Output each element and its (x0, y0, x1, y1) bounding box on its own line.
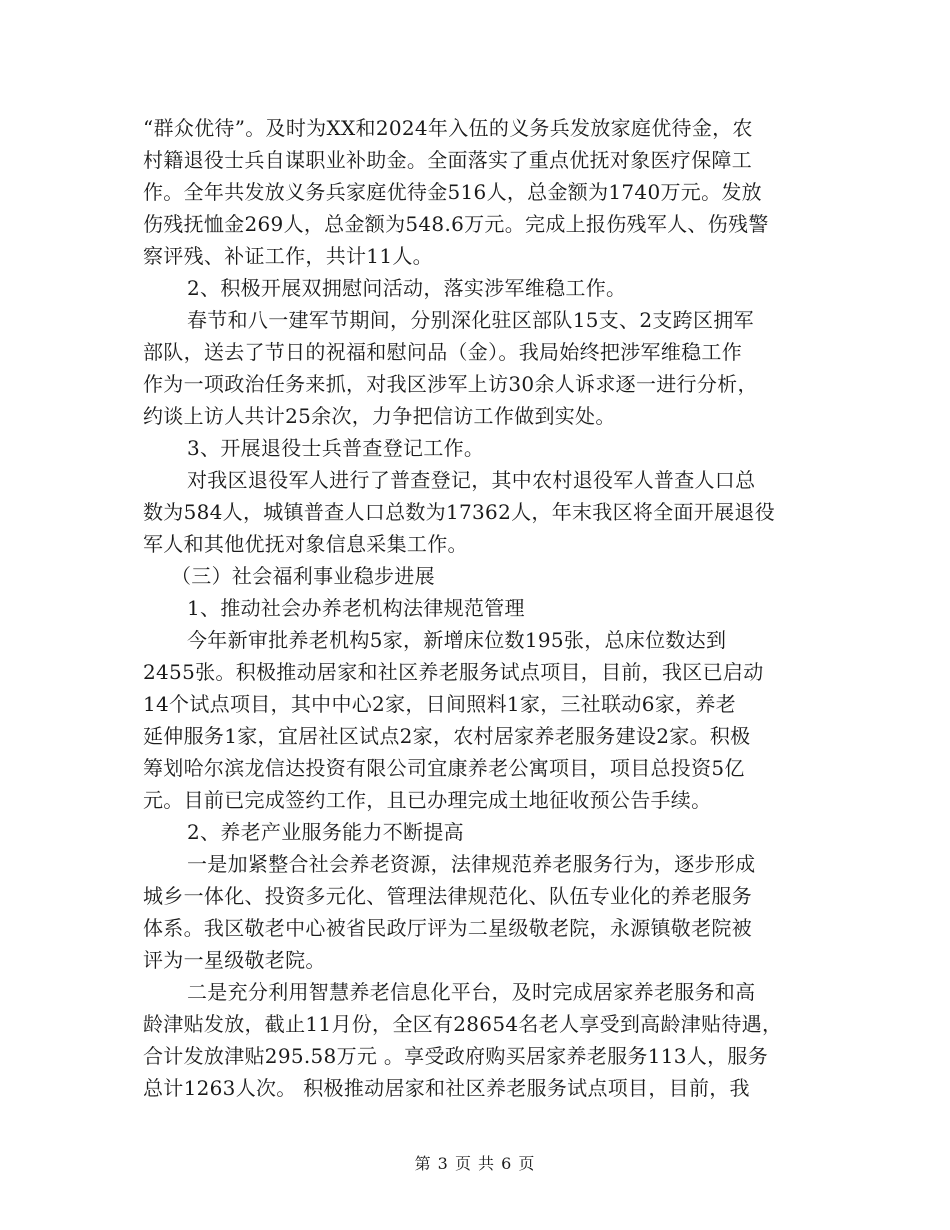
text-line: 合计发放津贴295.58万元 。享受政府购买居家养老服务113人，服务 (143, 1044, 769, 1068)
text-line: 元。目前已完成签约工作，且已办理完成土地征收预公告手续。 (143, 788, 712, 812)
text-line: 对我区退役军人进行了普查登记，其中农村退役军人普查人口总 (187, 468, 756, 492)
text-line: 今年新审批养老机构5家，新增床位数195张，总床位数达到 (187, 628, 727, 652)
page-number-footer: 第 3 页 共 6 页 (414, 1154, 536, 1173)
section-heading: 2、养老产业服务能力不断提高 (187, 820, 464, 844)
section-heading: 1、推动社会办养老机构法律规范管理 (187, 596, 525, 620)
text-line: 部队，送去了节日的祝福和慰问品（金）。我局始终把涉军维稳工作 (143, 340, 742, 364)
text-line: 筹划哈尔滨龙信达投资有限公司宜康养老公寓项目，项目总投资5亿 (143, 756, 745, 780)
section-heading: 2、积极开展双拥慰问活动，落实涉军维稳工作。 (187, 276, 627, 300)
text-line: 数为584人，城镇普查人口总数为17362人，年末我区将全面开展退役 (143, 500, 775, 524)
text-line: 春节和八一建军节期间，分别深化驻区部队15支、2支跨区拥军 (187, 308, 754, 332)
text-line: 约谈上访人共计25余次，力争把信访工作做到实处。 (143, 404, 616, 428)
text-line: 体系。我区敬老中心被省民政厅评为二星级敬老院，永源镇敬老院被 (143, 916, 752, 940)
text-line: 二是充分利用智慧养老信息化平台，及时完成居家养老服务和高 (187, 980, 756, 1004)
text-line: 作。全年共发放义务兵家庭优待金516人，总金额为1740万元。发放 (143, 180, 762, 204)
text-line: “群众优待”。及时为XX和2024年入伍的义务兵发放家庭优待金，农 (143, 116, 753, 140)
text-line: 14个试点项目，其中中心2家，日间照料1家，三社联动6家，养老 (143, 692, 736, 716)
body-text (143, 112, 823, 1104)
section-heading: 3、开展退役士兵普查登记工作。 (187, 436, 485, 460)
text-line: 作为一项政治任务来抓，对我区涉军上访30余人诉求逐一进行分析， (143, 372, 758, 396)
text-line: 伤残抚恤金269人，总金额为548.6万元。完成上报伤残军人、伤残警 (143, 212, 769, 236)
text-line: 城乡一体化、投资多元化、管理法律规范化、队伍专业化的养老服务 (143, 884, 752, 908)
text-line: 察评残、补证工作，共计11人。 (143, 244, 433, 268)
text-line: 一是加紧整合社会养老资源，法律规范养老服务行为，逐步形成 (187, 852, 756, 876)
text-line: 军人和其他优抚对象信息采集工作。 (143, 532, 468, 556)
text-line: 延伸服务1家，宜居社区试点2家，农村居家养老服务建设2家。积极 (143, 724, 751, 748)
chapter-heading: （三）社会福利事业稳步进展 (171, 564, 435, 588)
text-line: 2455张。积极推动居家和社区养老服务试点项目，目前，我区已启动 (143, 660, 764, 684)
text-line: 总计1263人次。 积极推动居家和社区养老服务试点项目，目前，我 (143, 1076, 750, 1100)
text-line: 村籍退役士兵自谋职业补助金。全面落实了重点优抚对象医疗保障工 (143, 148, 752, 172)
text-line: 评为一星级敬老院。 (143, 948, 326, 972)
text-line: 龄津贴发放，截止11月份，全区有28654名老人享受到高龄津贴待遇， (143, 1012, 783, 1036)
